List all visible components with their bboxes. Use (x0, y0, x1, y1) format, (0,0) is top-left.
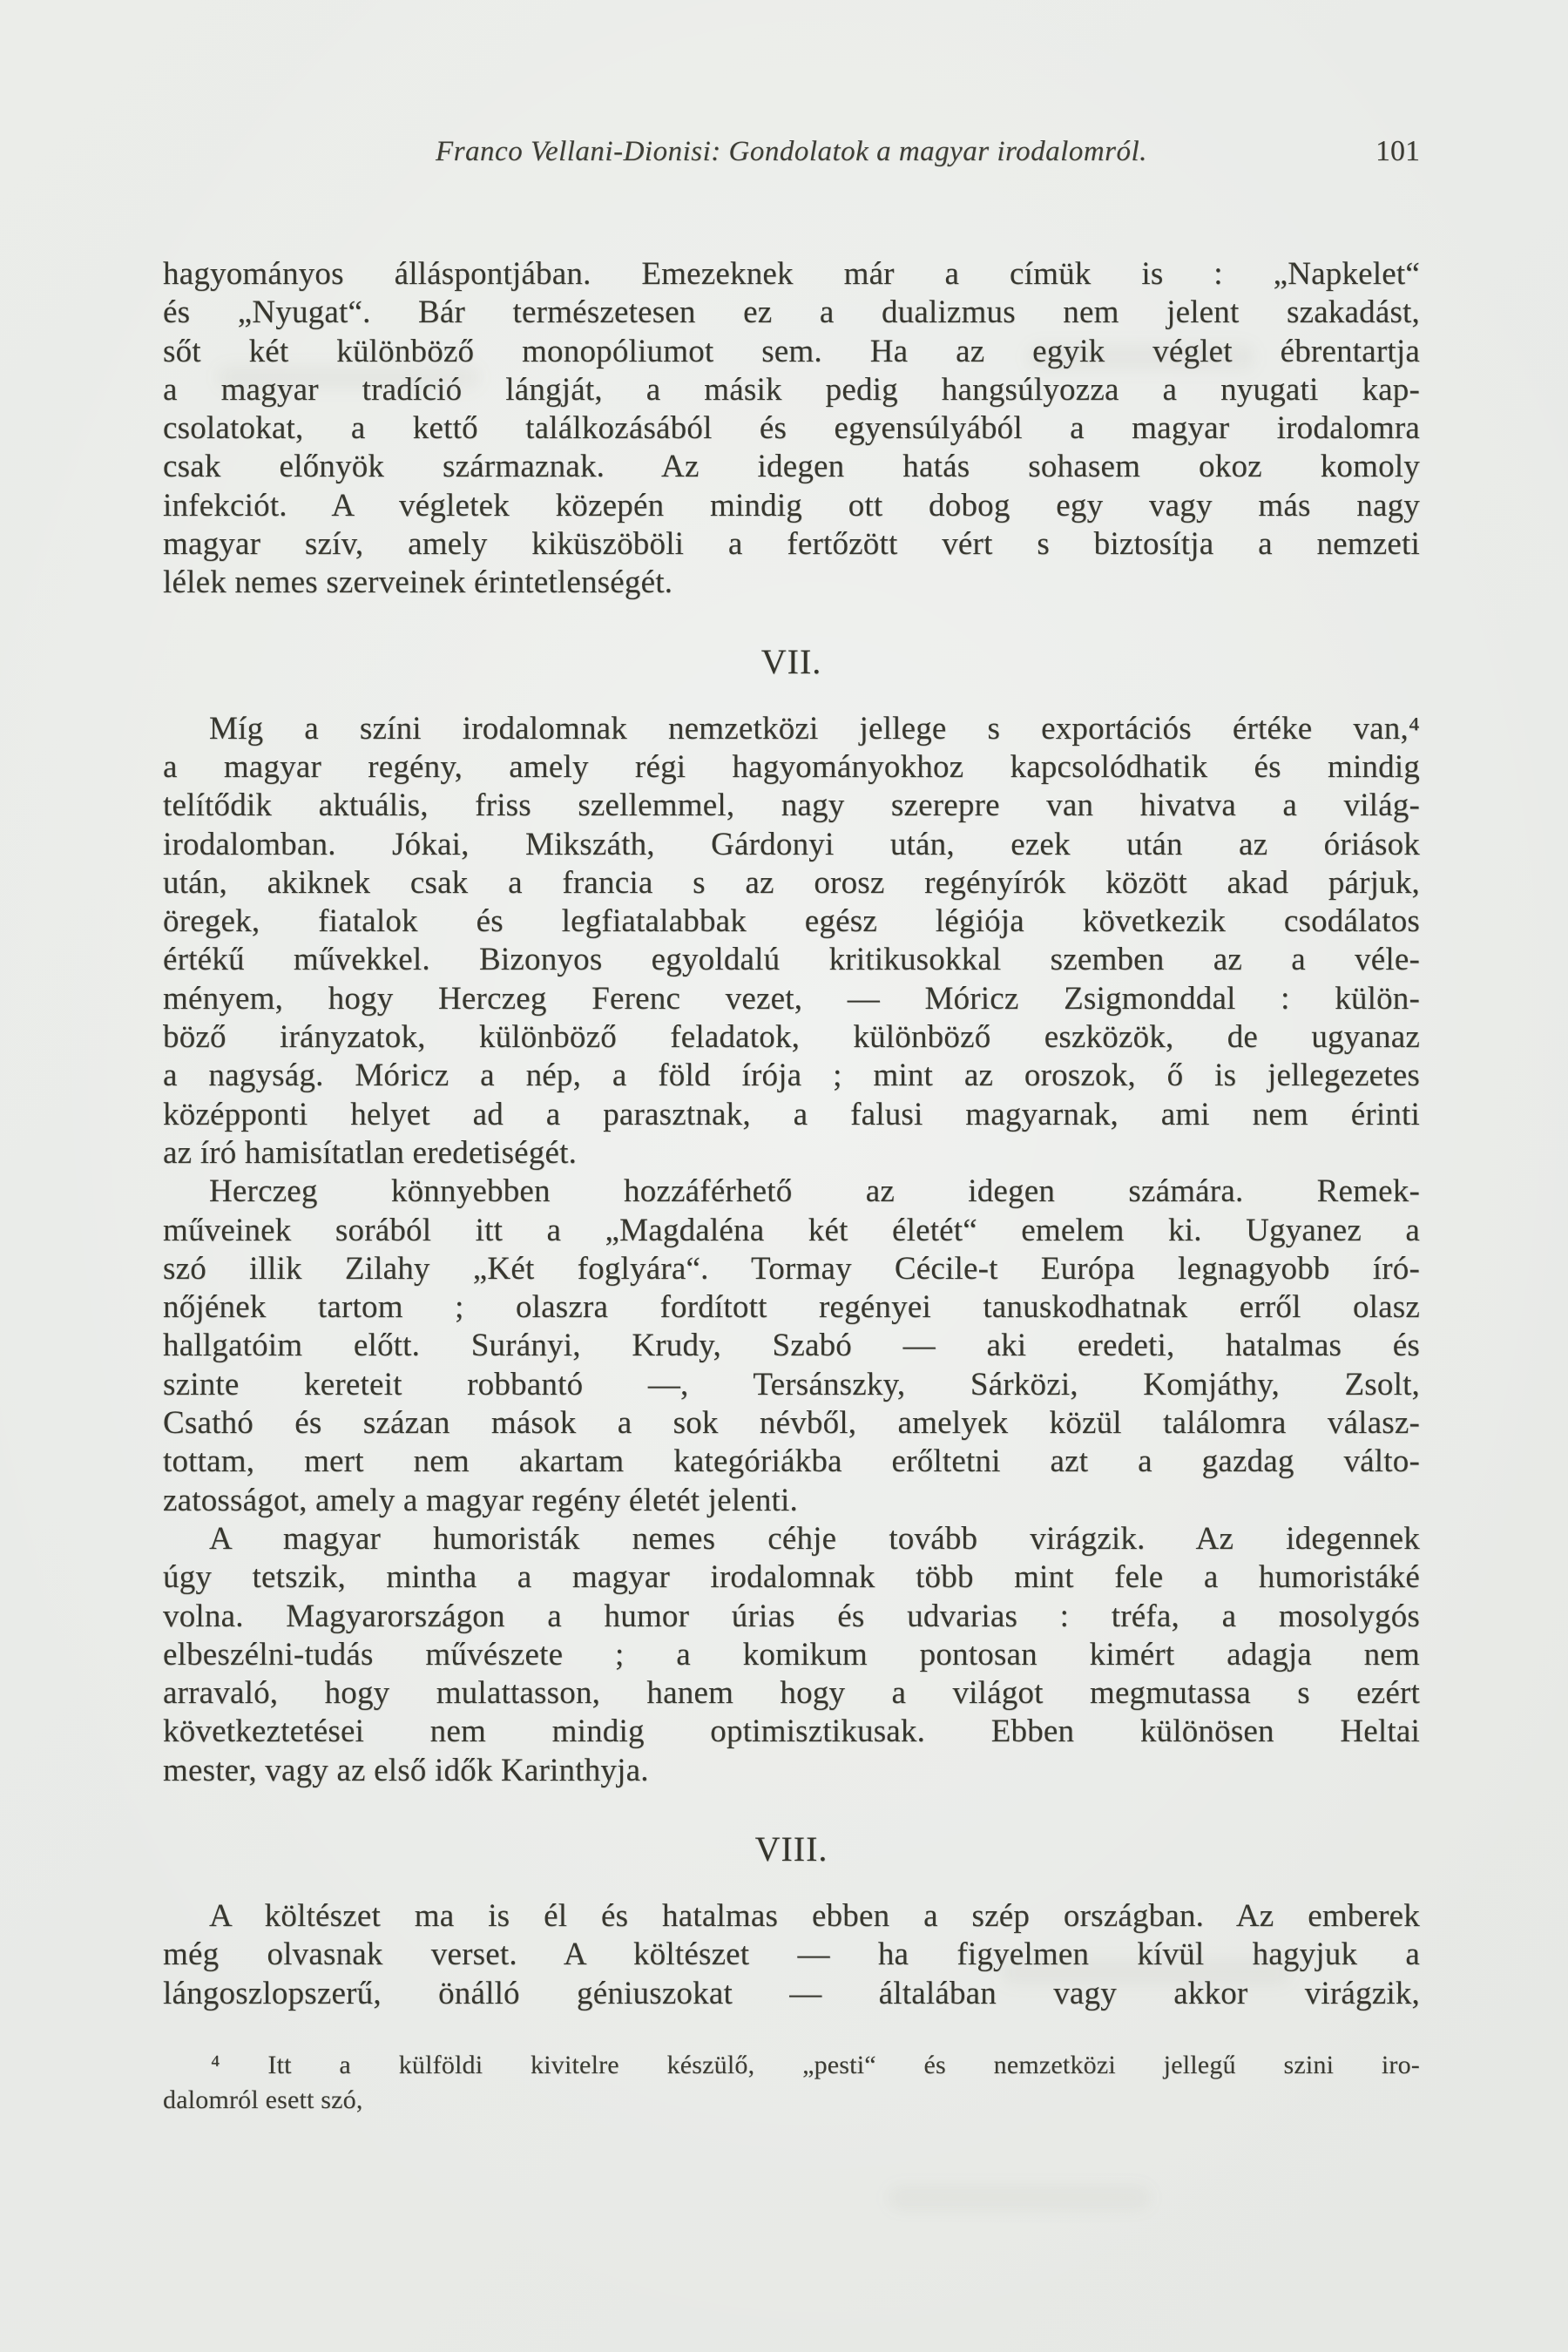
text-line: A magyar humoristák nemes céhje tovább virágzik. Az idegennek (209, 1520, 1420, 1557)
text-line: magyar szív, amely kiküszöböli a fertőzött vért s biztosítja a nemzeti (163, 526, 1420, 563)
section-heading: VIII. (754, 1828, 828, 1869)
text-line: még olvasnak verset. A költészet — ha figyelmen kívül hagyjuk a (163, 1936, 1420, 1973)
paragraph (163, 255, 1420, 603)
section-heading: VII. (760, 641, 822, 681)
paragraph (163, 1520, 1420, 1790)
text-line: tottam, mert nem akartam kategóriákba erőltetni azt a gazdag válto- (163, 1443, 1420, 1480)
text-line: a magyar regény, amely régi hagyományokhoz kapcsolódhatik és mindig (163, 748, 1420, 785)
text-line: csolatokat, a kettő találkozásából és egyensúlyából a magyar irodalomra (163, 410, 1420, 447)
text-line: arravaló, hogy mulattasson, hanem hogy a világot megmutassa s ezért (163, 1675, 1420, 1712)
text-line: csak előnyök származnak. Az idegen hatás sohasem okoz komoly (163, 449, 1420, 485)
text-line: irodalomban. Jókai, Mikszáth, Gárdonyi után, ezek után az óriások (163, 826, 1420, 862)
top-margin (163, 0, 1420, 255)
footnote (163, 2048, 1420, 2118)
text-line: műveinek sorából itt a „Magdaléna két életét“ emelem ki. Ugyanez a (163, 1212, 1420, 1248)
text-line: a nagyság. Móricz a nép, a föld írója ; mint az oroszok, ő is jellegezetes (163, 1058, 1420, 1094)
text-line: sőt két különböző monopóliumot sem. Ha az egyik véglet ébrentartja (163, 333, 1420, 369)
text-line: zatosságot, amely a magyar regény életét jelenti. (163, 1482, 798, 1518)
paragraph (163, 1173, 1420, 1520)
text-line: telítődik aktuális, friss szellemmel, nagy szerepre van hivatva a világ- (163, 787, 1420, 824)
text-line: hagyományos álláspontjában. Emezeknek már a címük is : „Napkelet“ (163, 256, 1420, 292)
text-line: és „Nyugat“. Bár természetesen ez a dualizmus nem jelent szakadást, (163, 294, 1420, 331)
scan-artifact (889, 2186, 1150, 2209)
text-line: Míg a színi irodalomnak nemzetközi jellege s exportációs értéke van,⁴ (209, 710, 1420, 747)
text-line: középponti helyet ad a parasztnak, a falusi magyarnak, ami nem érinti (163, 1096, 1420, 1132)
text-line: volna. Magyarországon a humor úrias és udvarias : tréfa, a mosolygós (163, 1598, 1420, 1634)
text-line: szó illik Zilahy „Két foglyára“. Tormay Cécile-t Európa legnagyobb író- (163, 1250, 1420, 1287)
content (163, 0, 1420, 2118)
text-line: szinte kereteit robbantó —, Tersánszky, Sárközi, Komjáthy, Zsolt, (163, 1366, 1420, 1402)
footnote-line: ⁴ Itt a külföldi kivitelre készülő, „pesti“ és nemzetközi jellegű szini iro- (211, 2050, 1420, 2079)
text-line: a magyar tradíció lángját, a másik pedig hangsúlyozza a nyugati kap- (163, 371, 1420, 408)
running-header-title: Franco Vellani-Dionisi: Gondolatok a magyar irodalomról. (436, 136, 1147, 167)
paragraph (163, 1897, 1420, 2013)
text-line: következtetései nem mindig optimisztikusak. Ebben különösen Heltai (163, 1713, 1420, 1750)
text-line: úgy tetszik, mintha a magyar irodalomnak több mint fele a humoristáké (163, 1559, 1420, 1596)
text-line: öregek, fiatalok és legfiatalabbak egész légiója következik csodálatos (163, 903, 1420, 940)
text-line: Csathó és százan mások a sok névből, amelyek közül találomra válasz- (163, 1405, 1420, 1442)
text-line: nőjének tartom ; olaszra fordított regényei tanuskodhatnak erről olasz (163, 1289, 1420, 1326)
text-line: az író hamisítatlan eredetiségét. (163, 1134, 578, 1171)
paragraph (163, 710, 1420, 1173)
text-line: A költészet ma is él és hatalmas ebben a szép országban. Az emberek (209, 1897, 1420, 1934)
text-line: infekciót. A végletek közepén mindig ott dobog egy vagy más nagy (163, 487, 1420, 524)
body-blocks (163, 255, 1420, 2013)
page-number: 101 (1375, 135, 1420, 167)
text-line: ményem, hogy Herczeg Ferenc vezet, — Móricz Zsigmonddal : külön- (163, 980, 1420, 1017)
text-line: elbeszélni-tudás művészete ; a komikum pontosan kimért adagja nem (163, 1636, 1420, 1673)
text-line: értékű művekkel. Bizonyos egyoldalú kritikusokkal szemben az a véle- (163, 942, 1420, 978)
text-line: után, akiknek csak a francia s az orosz regényírók között akad párjuk, (163, 864, 1420, 901)
text-line: Herczeg könnyebben hozzáférhető az idegen számára. Remek- (209, 1173, 1420, 1210)
footnote-line: dalomról esett szó, (163, 2085, 363, 2114)
text-line: böző irányzatok, különböző feladatok, különböző eszközök, de ugyanaz (163, 1019, 1420, 1056)
text-line: lángoszlopszerű, önálló géniuszokat — általában vagy akkor virágzik, (163, 1975, 1420, 2011)
text-line: mester, vagy az első idők Karinthyja. (163, 1752, 649, 1788)
text-line: hallgatóim előtt. Surányi, Krudy, Szabó — aki eredeti, hatalmas és (163, 1328, 1420, 1364)
text-line: lélek nemes szerveinek érintetlenségét. (163, 564, 673, 601)
